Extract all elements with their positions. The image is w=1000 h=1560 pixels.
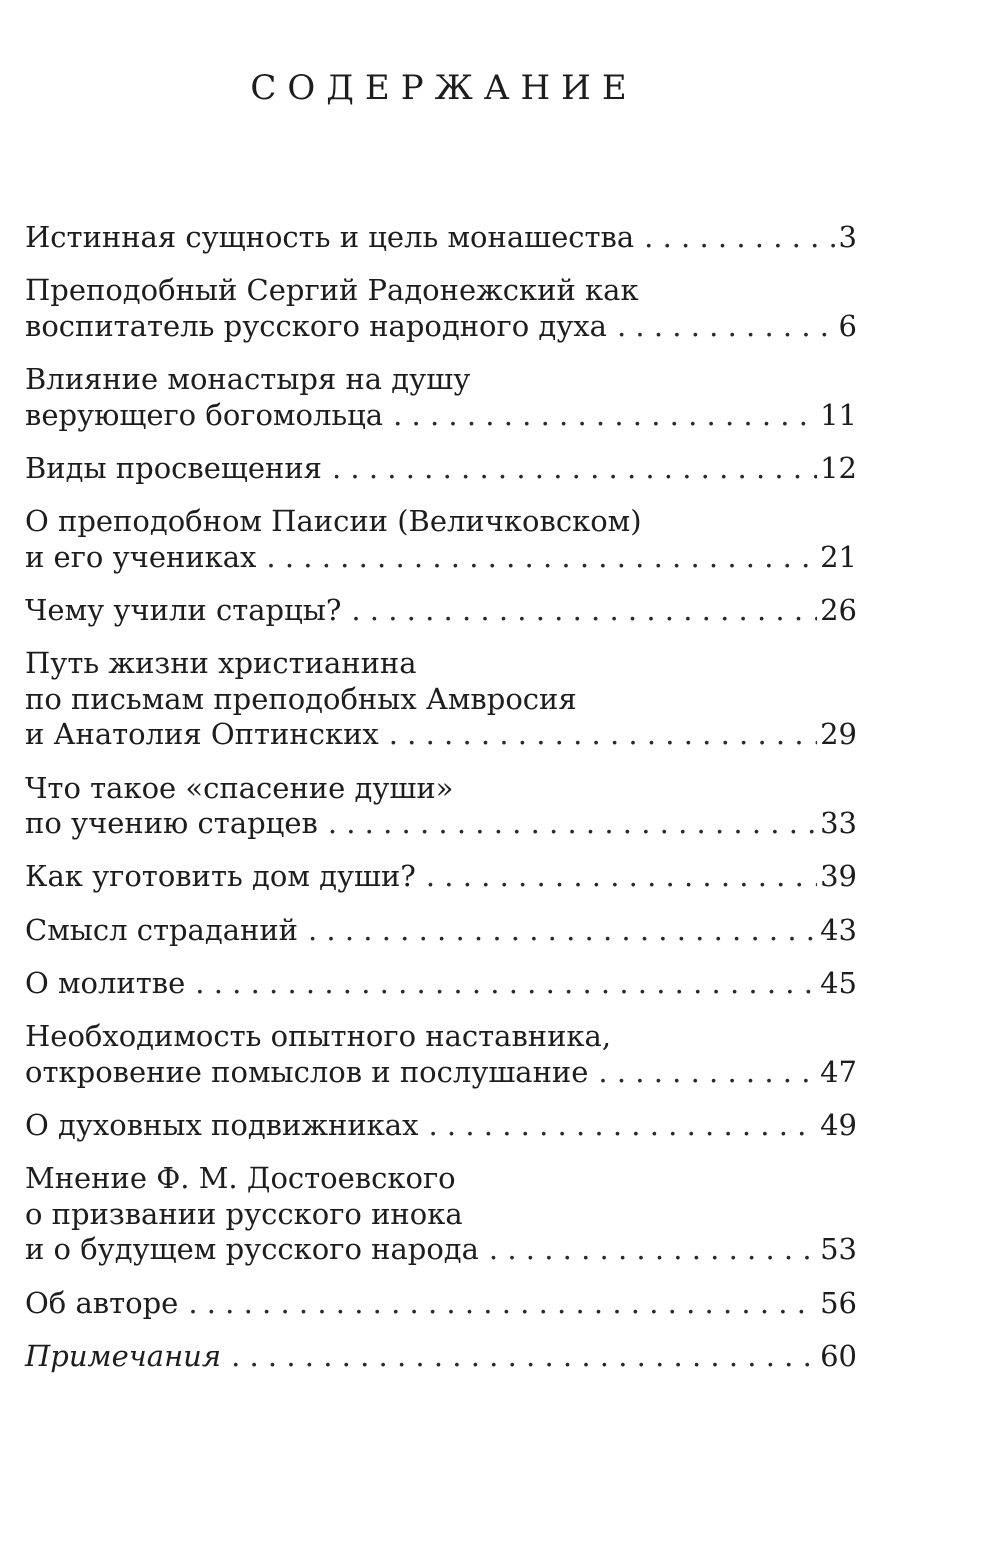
toc-entry-last-line — [25, 806, 857, 842]
toc-heading: СОДЕРЖАНИЕ — [250, 68, 638, 108]
toc-entry — [25, 771, 857, 842]
toc-page-number: 39 — [820, 859, 857, 894]
toc-entry-last-line — [25, 309, 857, 345]
toc-entry — [25, 913, 857, 949]
dot-leader — [351, 593, 817, 629]
dot-leader — [195, 966, 817, 1002]
toc-page-number: 26 — [820, 592, 857, 627]
dot-leader — [389, 717, 817, 753]
toc-entry-title-line: Мнение Ф. М. Достоевского — [25, 1161, 456, 1196]
toc-entry-last-line — [25, 913, 857, 949]
dot-leader — [308, 913, 817, 949]
toc-page-number: 11 — [820, 397, 857, 432]
toc-entry-last-line — [25, 593, 857, 629]
toc-entry — [25, 646, 857, 753]
toc-entry-last-line — [25, 717, 857, 753]
toc-page-number: 21 — [820, 539, 857, 574]
toc-entry-last-line — [25, 1108, 857, 1144]
dot-leader — [393, 398, 817, 434]
toc-entry — [25, 966, 857, 1002]
toc-entry-last-line — [25, 1339, 857, 1375]
toc-entry-title-line: верующего богомольца — [25, 397, 384, 432]
toc-entry-last-line — [25, 220, 857, 256]
toc-entry-title-line: О духовных подвижниках — [25, 1108, 419, 1143]
dot-leader — [428, 1108, 817, 1144]
toc-entry-title-line: по учению старцев — [25, 806, 318, 841]
toc-entry-last-line — [25, 966, 857, 1002]
dot-leader — [644, 220, 835, 256]
toc-entry-title-line: воспитатель русского народного духа — [25, 308, 607, 343]
dot-leader — [489, 1232, 817, 1268]
toc-entry-title-line: Путь жизни христианина — [25, 646, 417, 681]
toc-page-number: 53 — [820, 1232, 857, 1267]
toc-entry-last-line — [25, 540, 857, 576]
toc-entry — [25, 273, 857, 344]
toc-entry-title-line: Что такое «спасение души» — [25, 770, 454, 805]
dot-leader — [266, 540, 817, 576]
dot-leader — [231, 1339, 817, 1375]
toc-entry-title-line: откровение помыслов и послушание — [25, 1054, 589, 1089]
toc-entry — [25, 220, 857, 256]
toc-entry-last-line — [25, 859, 857, 895]
toc-page-number: 60 — [820, 1338, 857, 1373]
toc-entry-title-line: Как уготовить дом души? — [25, 859, 416, 894]
toc-entry — [25, 1019, 857, 1090]
toc-entry-title-line: О преподобном Паисии (Величковском) — [25, 504, 642, 539]
dot-leader — [426, 859, 817, 895]
toc-entry-last-line — [25, 1286, 857, 1322]
dot-leader — [617, 309, 836, 345]
table-of-contents — [25, 220, 857, 1392]
toc-entry — [25, 593, 857, 629]
toc-entry-title-line: Истинная сущность и цель монашества — [25, 220, 635, 254]
toc-entry — [25, 859, 857, 895]
toc-entry — [25, 1108, 857, 1144]
toc-entry-title-line: Смысл страданий — [25, 912, 298, 947]
toc-entry-title-line: Об авторе — [25, 1285, 179, 1320]
toc-entry — [25, 451, 857, 487]
toc-entry-title-line: и его учениках — [25, 539, 257, 574]
toc-entry-title-line: и Анатолия Оптинских — [25, 717, 379, 752]
dot-leader — [188, 1286, 817, 1322]
dot-leader — [328, 806, 817, 842]
toc-entry-title-line: Необходимость опытного наставника, — [25, 1019, 612, 1054]
toc-entry-title-line: О молитве — [25, 965, 186, 1000]
toc-entry-title-line: Преподобный Сергий Радонежский как — [25, 273, 639, 308]
toc-entry — [25, 1339, 857, 1375]
toc-entry-last-line — [25, 1232, 857, 1268]
toc-entry — [25, 362, 857, 433]
toc-page-number: 47 — [820, 1054, 857, 1089]
toc-entry — [25, 504, 857, 575]
toc-entry-title-line: Примечания — [25, 1338, 222, 1373]
toc-entry — [25, 1161, 857, 1268]
toc-page-number: 33 — [820, 806, 857, 841]
toc-entry-last-line — [25, 451, 857, 487]
toc-page-number: 43 — [820, 912, 857, 947]
toc-page-number: 56 — [820, 1285, 857, 1320]
toc-entry-title-line: Влияние монастыря на душу — [25, 362, 471, 397]
toc-page-number: 29 — [820, 717, 857, 752]
toc-entry-last-line — [25, 1055, 857, 1091]
toc-entry-title-line: и о будущем русского народа — [25, 1232, 479, 1267]
toc-page-number: 49 — [820, 1108, 857, 1143]
toc-entry-title-line: Виды просвещения — [25, 450, 322, 485]
toc-page-number: 12 — [820, 450, 857, 485]
dot-leader — [332, 451, 817, 487]
toc-page-number: 45 — [820, 965, 857, 1000]
toc-page-number: 6 — [838, 308, 857, 343]
toc-entry — [25, 1286, 857, 1322]
toc-entry-last-line — [25, 398, 857, 434]
toc-entry-title-line: Чему учили старцы? — [25, 592, 342, 627]
dot-leader — [598, 1055, 817, 1091]
toc-entry-title-line: по письмам преподобных Амвросия — [25, 681, 577, 716]
toc-entry-title-line: о призвании русского инока — [25, 1196, 463, 1231]
toc-page-number: 3 — [838, 220, 857, 254]
